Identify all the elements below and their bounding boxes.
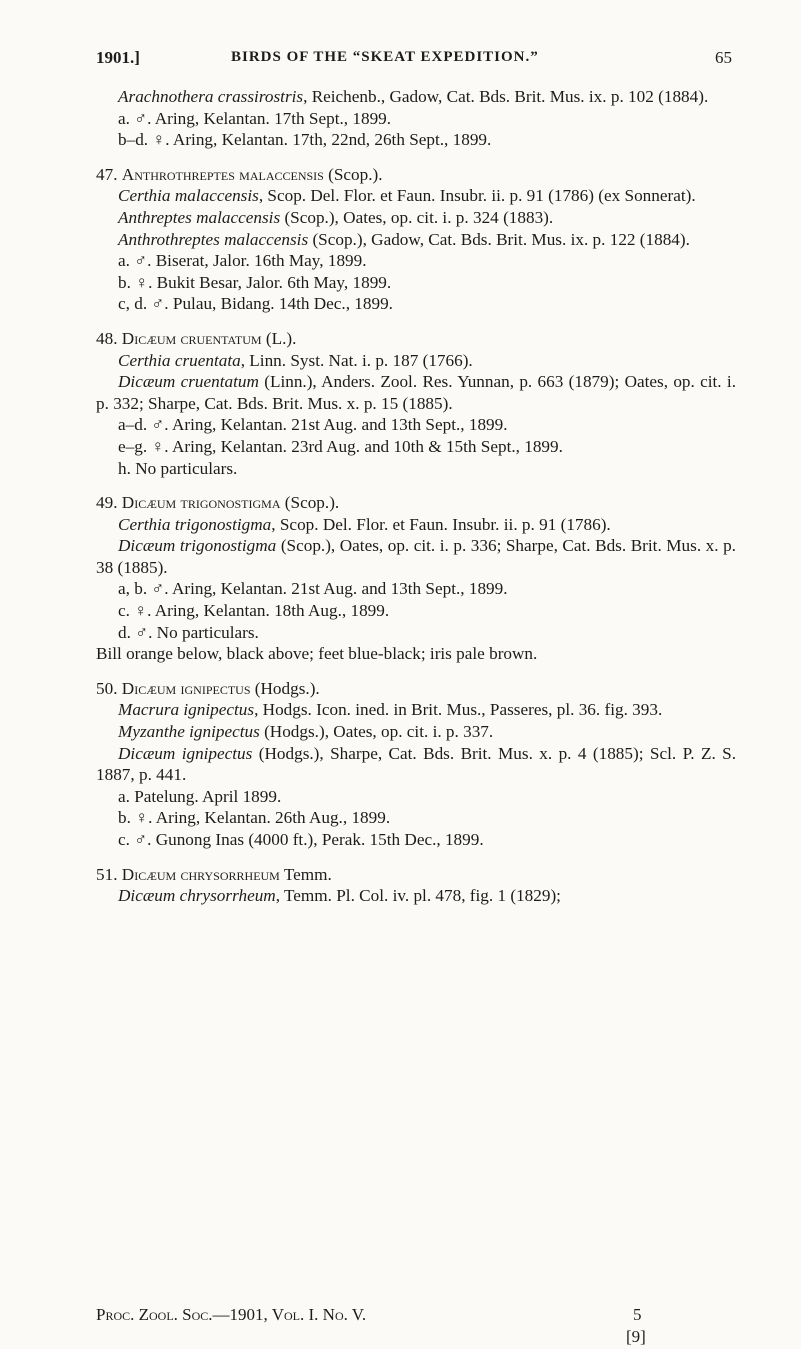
citation-text: , Temm. Pl. Col. iv. pl. 478, fig. 1 (1829); bbox=[275, 886, 561, 906]
citation-text: , Scop. Del. Flor. et Faun. Insubr. ii. p. 91 (1786). bbox=[271, 514, 611, 534]
section-gap bbox=[96, 479, 736, 492]
synonym-citation bbox=[96, 699, 736, 721]
species-name: Dicæum cruentatum bbox=[121, 328, 262, 348]
synonym-citation bbox=[96, 743, 736, 786]
species-number: 50. bbox=[96, 678, 122, 698]
signature-mark: 5 bbox=[633, 1305, 642, 1324]
body-text bbox=[96, 86, 736, 907]
species-authority: (Scop.). bbox=[280, 493, 340, 513]
species-name: Dicæum chrysorrheum bbox=[121, 864, 280, 884]
synonym-citation bbox=[96, 86, 736, 108]
species-number: 47. bbox=[96, 164, 122, 184]
section-gap bbox=[96, 851, 736, 864]
citation-text: , Reichenb., Gadow, Cat. Bds. Brit. Mus. ix. p. 102 (1884). bbox=[303, 87, 709, 106]
species-name: Dicæum ignipectus bbox=[121, 678, 251, 698]
taxon-name: Myzanthe ignipectus bbox=[118, 722, 260, 742]
species-heading bbox=[96, 328, 736, 350]
citation-text: (Linn.), Anders. Zool. Res. Yunnan, p. 663 (1879); Oates, op. cit. i. p. 332; Sharpe, Cat. Bds. Brit. Mus. x. p. 15 (1885). bbox=[96, 372, 736, 413]
taxon-name: Certhia malaccensis bbox=[118, 186, 259, 206]
species-heading bbox=[96, 492, 736, 514]
specimen-record: c, d. ♂. Pulau, Bidang. 14th Dec., 1899. bbox=[118, 294, 393, 314]
synonym-citation bbox=[96, 371, 736, 414]
taxon-name: Arachnothera crassirostris bbox=[118, 87, 304, 106]
field-note: Bill orange below, black above; feet blue-black; iris pale brown. bbox=[96, 644, 538, 664]
specimen-record: a. Patelung. April 1899. bbox=[118, 786, 282, 806]
citation-text: , Linn. Syst. Nat. i. p. 187 (1766). bbox=[240, 350, 473, 370]
journal-footer: Proc. Zool. Soc.—1901, Vol. I. No. V. bbox=[96, 1305, 367, 1324]
species-heading bbox=[96, 864, 736, 886]
species-authority: Temm. bbox=[279, 864, 332, 884]
specimen-record: a. ♂. Aring, Kelantan. 17th Sept., 1899. bbox=[118, 108, 392, 128]
section-gap bbox=[96, 315, 736, 328]
species-authority: (Hodgs.). bbox=[250, 678, 320, 698]
specimen-record: a, b. ♂. Aring, Kelantan. 21st Aug. and 13th Sept., 1899. bbox=[118, 579, 508, 599]
citation-text: (Hodgs.), Sharpe, Cat. Bds. Brit. Mus. x. p. 4 (1885); Scl. P. Z. S. 1887, p. 441. bbox=[96, 743, 737, 785]
species-number: 49. bbox=[96, 493, 122, 513]
taxon-name: Certhia cruentata bbox=[118, 350, 241, 370]
specimen-record: b. ♀. Bukit Besar, Jalor. 6th May, 1899. bbox=[118, 272, 392, 292]
species-heading bbox=[96, 678, 736, 700]
specimen-record: b–d. ♀. Aring, Kelantan. 17th, 22nd, 26th Sept., 1899. bbox=[118, 130, 492, 150]
citation-text: , Hodgs. Icon. ined. in Brit. Mus., Passeres, pl. 36. fig. 393. bbox=[254, 700, 663, 720]
species-name: Dicæum trigonostigma bbox=[121, 493, 281, 513]
species-number: 48. bbox=[96, 328, 122, 348]
species-name: Anthrothreptes malaccensis bbox=[121, 164, 324, 184]
citation-text: (Scop.), Gadow, Cat. Bds. Brit. Mus. ix. p. 122 (1884). bbox=[308, 229, 690, 249]
synonym-citation bbox=[96, 185, 736, 207]
specimen-record: e–g. ♀. Aring, Kelantan. 23rd Aug. and 10th & 15th Sept., 1899. bbox=[118, 436, 563, 456]
species-heading bbox=[96, 164, 736, 186]
taxon-name: Dicæum ignipectus bbox=[118, 743, 253, 763]
species-authority: (L.). bbox=[261, 328, 297, 348]
sheet-number: [9] bbox=[626, 1327, 646, 1346]
taxon-name: Dicæum chrysorrheum bbox=[118, 886, 276, 906]
running-header bbox=[96, 48, 732, 74]
specimen-record: b. ♀. Aring, Kelantan. 26th Aug., 1899. bbox=[118, 808, 391, 828]
page-number: 65 bbox=[715, 48, 732, 67]
taxon-name: Anthrothreptes malaccensis bbox=[118, 229, 309, 249]
species-authority: (Scop.). bbox=[323, 164, 383, 184]
citation-text: (Scop.), Oates, op. cit. i. p. 324 (1883). bbox=[280, 207, 554, 227]
citation-text: (Scop.), Oates, op. cit. i. p. 336; Sharpe, Cat. Bds. Brit. Mus. x. p. 38 (1885). bbox=[96, 536, 736, 577]
synonym-citation bbox=[96, 229, 736, 251]
citation-text: , Scop. Del. Flor. et Faun. Insubr. ii. p. 91 (1786) (ex Sonnerat). bbox=[258, 186, 696, 206]
synonym-citation bbox=[96, 207, 736, 229]
section-gap bbox=[96, 665, 736, 678]
synonym-citation bbox=[96, 514, 736, 536]
taxon-name: Anthreptes malaccensis bbox=[118, 207, 281, 227]
specimen-record: c. ♂. Gunong Inas (4000 ft.), Perak. 15th Dec., 1899. bbox=[118, 830, 484, 849]
header-year: 1901.] bbox=[96, 48, 140, 67]
specimen-record: a–d. ♂. Aring, Kelantan. 21st Aug. and 13th Sept., 1899. bbox=[118, 415, 508, 435]
species-number: 51. bbox=[96, 864, 122, 884]
taxon-name: Dicæum cruentatum bbox=[118, 372, 259, 392]
synonym-citation bbox=[96, 535, 736, 578]
taxon-name: Macrura ignipectus bbox=[118, 700, 255, 720]
specimen-record: h. No particulars. bbox=[118, 458, 238, 478]
taxon-name: Certhia trigonostigma bbox=[118, 514, 272, 534]
running-title: BIRDS OF THE “SKEAT EXPEDITION.” bbox=[231, 49, 539, 65]
synonym-citation bbox=[96, 721, 736, 743]
specimen-record: c. ♀. Aring, Kelantan. 18th Aug., 1899. bbox=[118, 601, 390, 621]
section-gap bbox=[96, 151, 736, 164]
taxon-name: Dicæum trigonostigma bbox=[118, 536, 277, 556]
synonym-citation bbox=[96, 885, 736, 907]
specimen-record: d. ♂. No particulars. bbox=[118, 622, 259, 642]
citation-text: (Hodgs.), Oates, op. cit. i. p. 337. bbox=[259, 722, 494, 742]
specimen-record: a. ♂. Biserat, Jalor. 16th May, 1899. bbox=[118, 251, 367, 271]
synonym-citation bbox=[96, 350, 736, 372]
